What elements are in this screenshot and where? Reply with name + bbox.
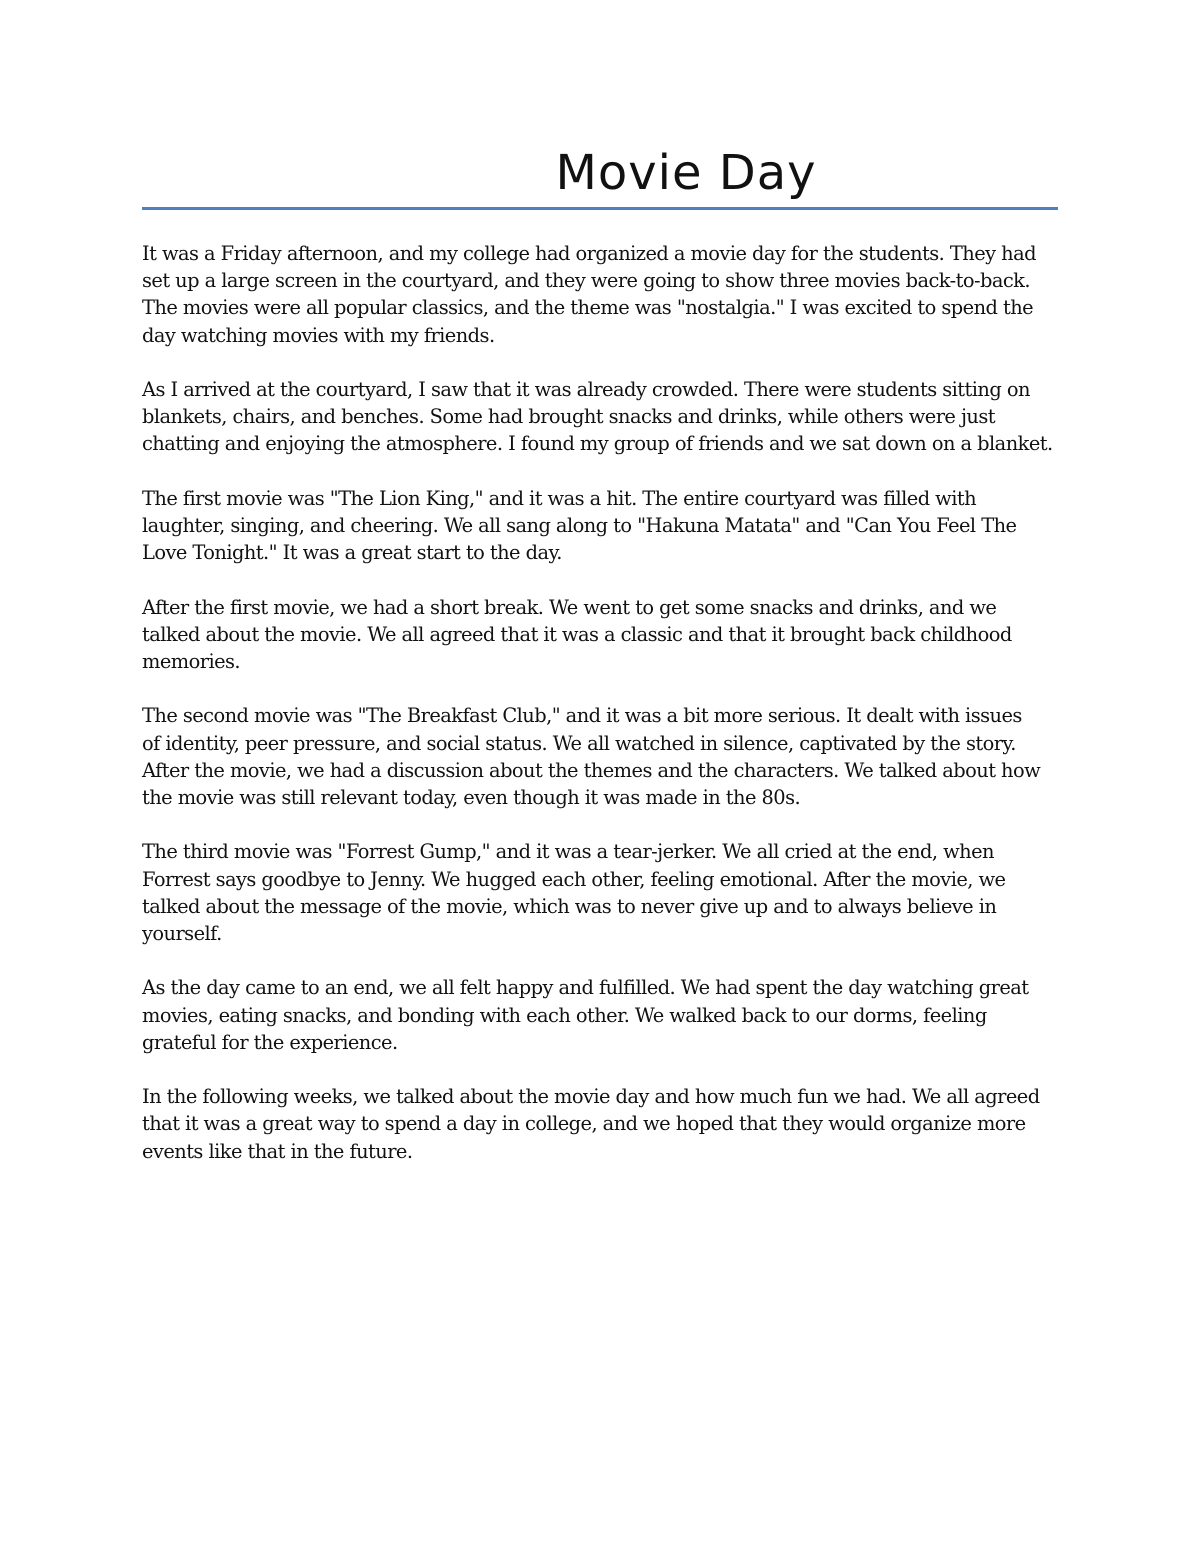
paragraph-line: laughter, singing, and cheering. We all sang along to "Hakuna Matata" and "Can You Feel The xyxy=(142,514,1017,537)
paragraph-line: yourself. xyxy=(142,922,222,945)
paragraph-line: movies, eating snacks, and bonding with each other. We walked back to our dorms, feeling xyxy=(142,1003,987,1027)
paragraph-line: of identity, peer pressure, and social status. We all watched in silence, captivated by the story. xyxy=(142,731,1016,755)
paragraph-1 xyxy=(142,240,1082,349)
paragraph-4 xyxy=(142,594,1082,676)
title-underline-rule xyxy=(142,207,1058,210)
paragraph-8 xyxy=(142,1083,1082,1165)
paragraph-line: blankets, chairs, and benches. Some had brought snacks and drinks, while others were just xyxy=(142,405,995,429)
paragraph-line: The movies were all popular classics, and the theme was "nostalgia." I was excited to spend the xyxy=(142,296,1034,320)
paragraph-6 xyxy=(142,838,1082,947)
paragraph-line: the movie was still relevant today, even though it was made in the 80s. xyxy=(142,786,801,809)
paragraph-line: After the movie, we had a discussion about the themes and the characters. We talked about how xyxy=(142,758,1041,782)
paragraph-line: As I arrived at the courtyard, I saw that it was already crowded. There were students sitting on xyxy=(142,378,1030,401)
paragraph-line: The second movie was "The Breakfast Club," and it was a bit more serious. It dealt with issues xyxy=(142,704,1022,728)
paragraph-line: After the first movie, we had a short break. We went to get some snacks and drinks, and we xyxy=(142,595,997,619)
paragraph-line: It was a Friday afternoon, and my college had organized a movie day for the students. They had xyxy=(142,242,1036,265)
paragraph-line: grateful for the experience. xyxy=(142,1030,398,1054)
paragraph-line: Forrest says goodbye to Jenny. We hugged each other, feeling emotional. After the movie, we xyxy=(142,867,1006,891)
paragraph-line: In the following weeks, we talked about the movie day and how much fun we had. We all agreed xyxy=(142,1085,1040,1109)
paragraph-5 xyxy=(142,702,1082,811)
document-title xyxy=(142,140,1058,206)
paragraph-line: that it was a great way to spend a day in college, and we hoped that they would organize more xyxy=(142,1112,1026,1136)
paragraph-line: memories. xyxy=(142,650,241,673)
paragraph-line: events like that in the future. xyxy=(142,1139,413,1163)
paragraph-line: As the day came to an end, we all felt happy and fulfilled. We had spent the day watching great xyxy=(142,976,1029,1000)
paragraph-line: talked about the movie. We all agreed that it was a classic and that it brought back childhood xyxy=(142,622,1012,646)
paragraph-line: day watching movies with my friends. xyxy=(142,323,495,347)
paragraph-line: chatting and enjoying the atmosphere. I found my group of friends and we sat down on a blanket. xyxy=(142,432,1053,456)
paragraph-2 xyxy=(142,376,1082,458)
document-body xyxy=(142,240,1082,1192)
paragraph-3 xyxy=(142,485,1082,567)
document-title-text: Movie Day xyxy=(555,145,817,201)
paragraph-7 xyxy=(142,974,1082,1056)
paragraph-line: Love Tonight." It was a great start to the day. xyxy=(142,541,562,565)
paragraph-line: set up a large screen in the courtyard, and they were going to show three movies back-to-back. xyxy=(142,269,1030,293)
paragraph-line: talked about the message of the movie, which was to never give up and to always believe in xyxy=(142,894,997,918)
paragraph-line: The first movie was "The Lion King," and it was a hit. The entire courtyard was filled with xyxy=(142,486,977,510)
paragraph-line: The third movie was "Forrest Gump," and it was a tear-jerker. We all cried at the end, when xyxy=(142,840,994,864)
